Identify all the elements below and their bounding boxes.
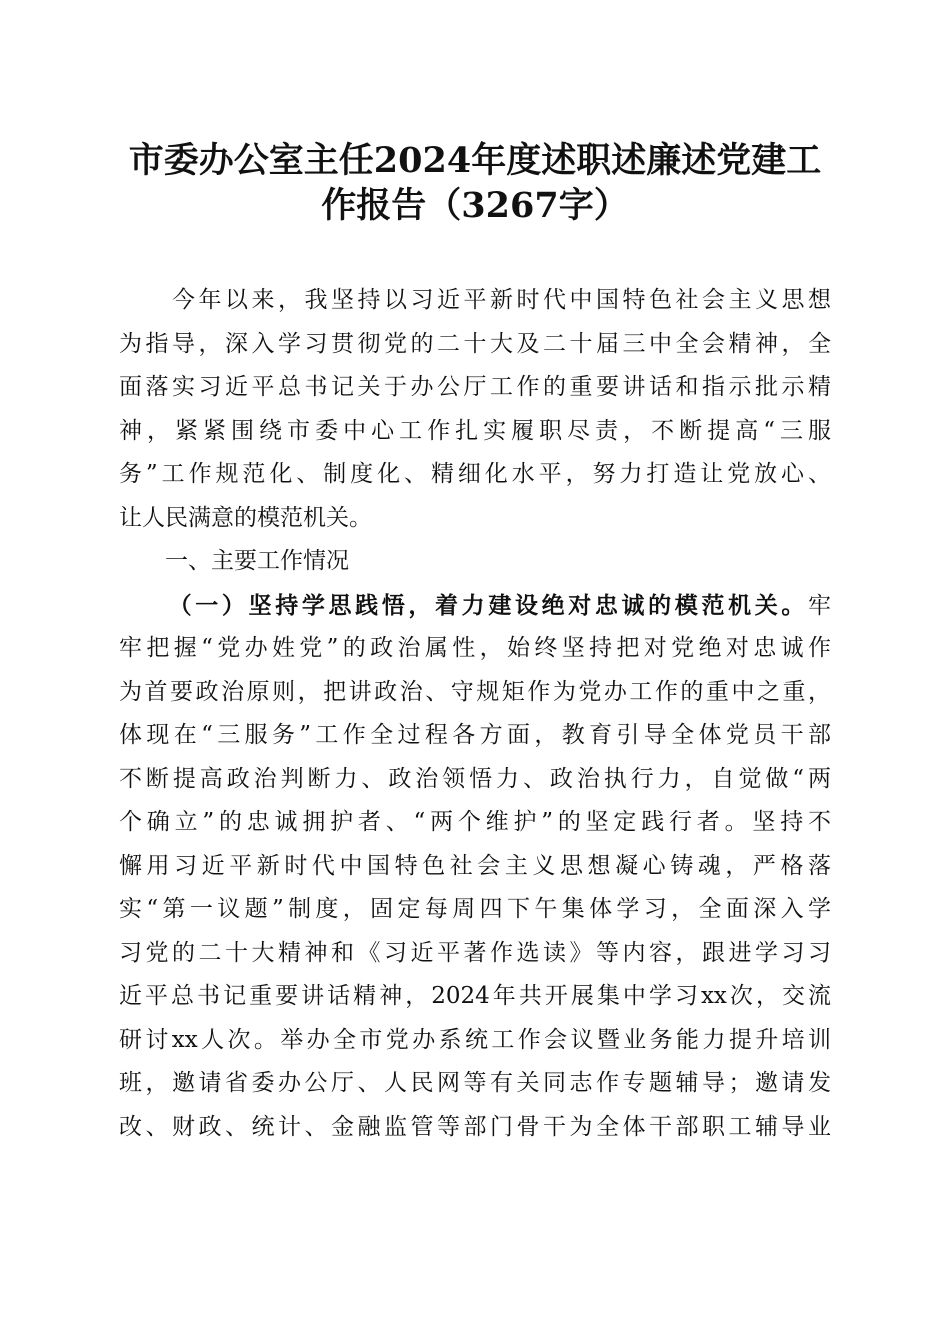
- intro-paragraph: [119, 279, 831, 540]
- paragraph-line: 班，邀请省委办公厅、人民网等有关同志作专题辅导；邀请发: [119, 1070, 831, 1096]
- section-paragraph: [119, 584, 831, 1150]
- title-line-1: 市委办公室主任2024年度述职述廉述党建工: [128, 140, 822, 181]
- paragraph-line: 务”工作规范化、制度化、精细化水平，努力打造让党放心、: [119, 461, 831, 487]
- paragraph-line: 今年以来，我坚持以习近平新时代中国特色社会主义思想: [119, 287, 831, 313]
- paragraph-line: 近平总书记重要讲话精神，2024年共开展集中学习xx次，交流: [119, 983, 831, 1009]
- paragraph-line: 习党的二十大精神和《习近平著作选读》等内容，跟进学习习: [119, 939, 831, 966]
- subsection-first-text: 牢: [808, 592, 831, 619]
- title-line-2: 作报告（3267字）: [321, 185, 629, 226]
- paragraph-line: 研讨xx人次。举办全市党办系统工作会议暨业务能力提升培训: [119, 1026, 831, 1053]
- document-title: [100, 138, 850, 228]
- paragraph-line: 实“第一议题”制度，固定每周四下午集体学习，全面深入学: [119, 896, 831, 922]
- paragraph-line: 不断提高政治判断力、政治领悟力、政治执行力，自觉做“两: [119, 765, 831, 792]
- section-heading: 一、主要工作情况: [119, 548, 349, 574]
- paragraph-line: 为指导，深入学习贯彻党的二十大及二十届三中全会精神，全: [119, 330, 831, 357]
- paragraph-line: 个确立”的忠诚拥护者、“两个维护”的坚定践行者。坚持不: [119, 809, 831, 835]
- paragraph-line: 让人民满意的模范机关。: [119, 504, 372, 531]
- paragraph-line: 神，紧紧围绕市委中心工作扎实履职尽责，不断提高“三服: [119, 417, 831, 444]
- paragraph-line: 牢把握“党办姓党”的政治属性，始终坚持把对党绝对忠诚作: [119, 635, 831, 661]
- paragraph-line: 改、财政、统计、金融监管等部门骨干为全体干部职工辅导业: [119, 1113, 831, 1140]
- paragraph-line: 体现在“三服务”工作全过程各方面，教育引导全体党员干部: [119, 722, 831, 748]
- paragraph-line: 为首要政治原则，把讲政治、守规矩作为党办工作的重中之重，: [119, 678, 831, 705]
- subsection-first-line: [119, 584, 831, 628]
- paragraph-line: 懈用习近平新时代中国特色社会主义思想凝心铸魂，严格落: [119, 852, 831, 879]
- paragraph-line: 面落实习近平总书记关于办公厅工作的重要讲话和指示批示精: [119, 374, 831, 400]
- document-body: [119, 279, 831, 1149]
- subsection-heading: （一）坚持学思践悟，着力建设绝对忠诚的模范机关。: [165, 591, 808, 619]
